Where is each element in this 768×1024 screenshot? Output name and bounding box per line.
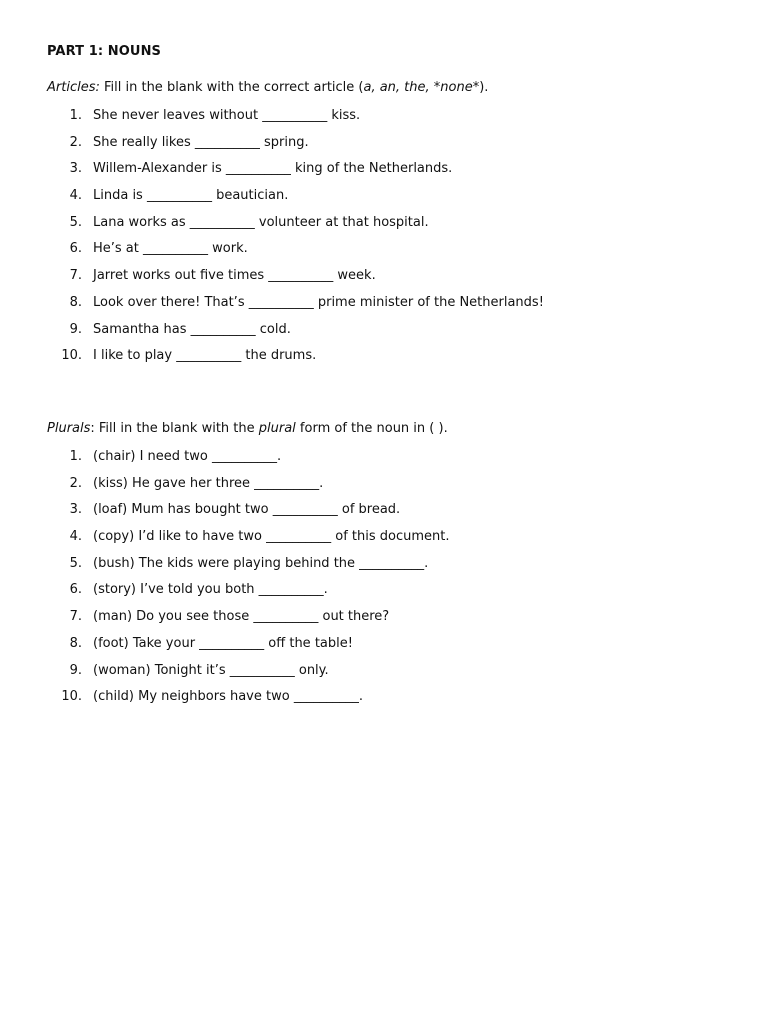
exercise-number: 9. [69, 662, 82, 678]
plurals-instruction-text: : Fill in the blank with the [90, 421, 259, 436]
part-title: PART 1: NOUNS [47, 44, 162, 59]
exercise-sentence: (loaf) Mum has bought two __________ of bread. [93, 502, 401, 518]
articles-label: Articles: [47, 80, 100, 95]
exercise-sentence: Willem-Alexander is __________ king of the Netherlands. [93, 161, 453, 177]
exercise-sentence: (kiss) He gave her three __________. [93, 475, 324, 491]
exercise-sentence: (copy) I’d like to have two __________ of this document. [93, 529, 450, 545]
exercise-number: 4. [69, 529, 82, 545]
exercise-sentence: (bush) The kids were playing behind the __________. [93, 555, 429, 571]
exercise-number: 7. [69, 268, 82, 284]
exercise-sentence: (man) Do you see those __________ out there? [93, 609, 390, 625]
exercise-sentence: (chair) I need two __________. [93, 449, 282, 464]
exercise-sentence: I like to play __________ the drums. [93, 348, 317, 364]
exercise-sentence: Linda is __________ beautician. [93, 188, 289, 204]
exercise-number: 8. [69, 635, 82, 651]
exercise-number: 5. [69, 555, 82, 571]
exercise-number: 5. [69, 214, 82, 230]
exercise-number: 1. [69, 108, 82, 123]
exercise-sentence: Look over there! That’s __________ prime minister of the Netherlands! [93, 294, 544, 310]
exercise-number: 10. [61, 348, 82, 364]
exercise-number: 8. [69, 294, 82, 310]
plurals-label: Plurals [47, 421, 91, 436]
exercise-sentence: (foot) Take your __________ off the table! [93, 635, 353, 651]
exercise-sentence: (woman) Tonight it’s __________ only. [93, 662, 329, 678]
exercise-number: 1. [69, 449, 82, 464]
exercise-number: 2. [69, 475, 82, 491]
plurals-emphasis: plural [258, 421, 296, 436]
articles-instruction-end: ). [479, 80, 489, 95]
exercise-number: 3. [69, 502, 82, 518]
articles-instruction [47, 80, 488, 95]
exercise-sentence: She never leaves without __________ kiss. [93, 108, 361, 123]
exercise-number: 10. [61, 689, 82, 705]
exercise-number: 4. [69, 188, 82, 204]
exercise-sentence: She really likes __________ spring. [93, 134, 309, 150]
exercise-number: 7. [69, 609, 82, 625]
exercise-sentence: Lana works as __________ volunteer at that hospital. [93, 214, 429, 230]
exercise-sentence: Samantha has __________ cold. [93, 321, 291, 337]
plurals-instruction [47, 421, 448, 436]
articles-instruction-text: Fill in the blank with the correct article ( [99, 80, 364, 95]
exercise-number: 9. [69, 321, 82, 337]
exercise-number: 6. [69, 241, 82, 257]
exercise-sentence: He’s at __________ work. [93, 241, 248, 257]
exercise-sentence: (child) My neighbors have two __________. [93, 689, 363, 705]
articles-options: a, an, the, *none* [363, 80, 480, 95]
exercise-number: 3. [69, 161, 82, 177]
plurals-instruction-end: form of the noun in ( ). [295, 421, 448, 436]
exercise-number: 6. [69, 582, 82, 598]
exercise-number: 2. [69, 134, 82, 150]
exercise-sentence: Jarret works out five times __________ week. [93, 268, 376, 284]
exercise-sentence: (story) I’ve told you both __________. [93, 582, 328, 598]
